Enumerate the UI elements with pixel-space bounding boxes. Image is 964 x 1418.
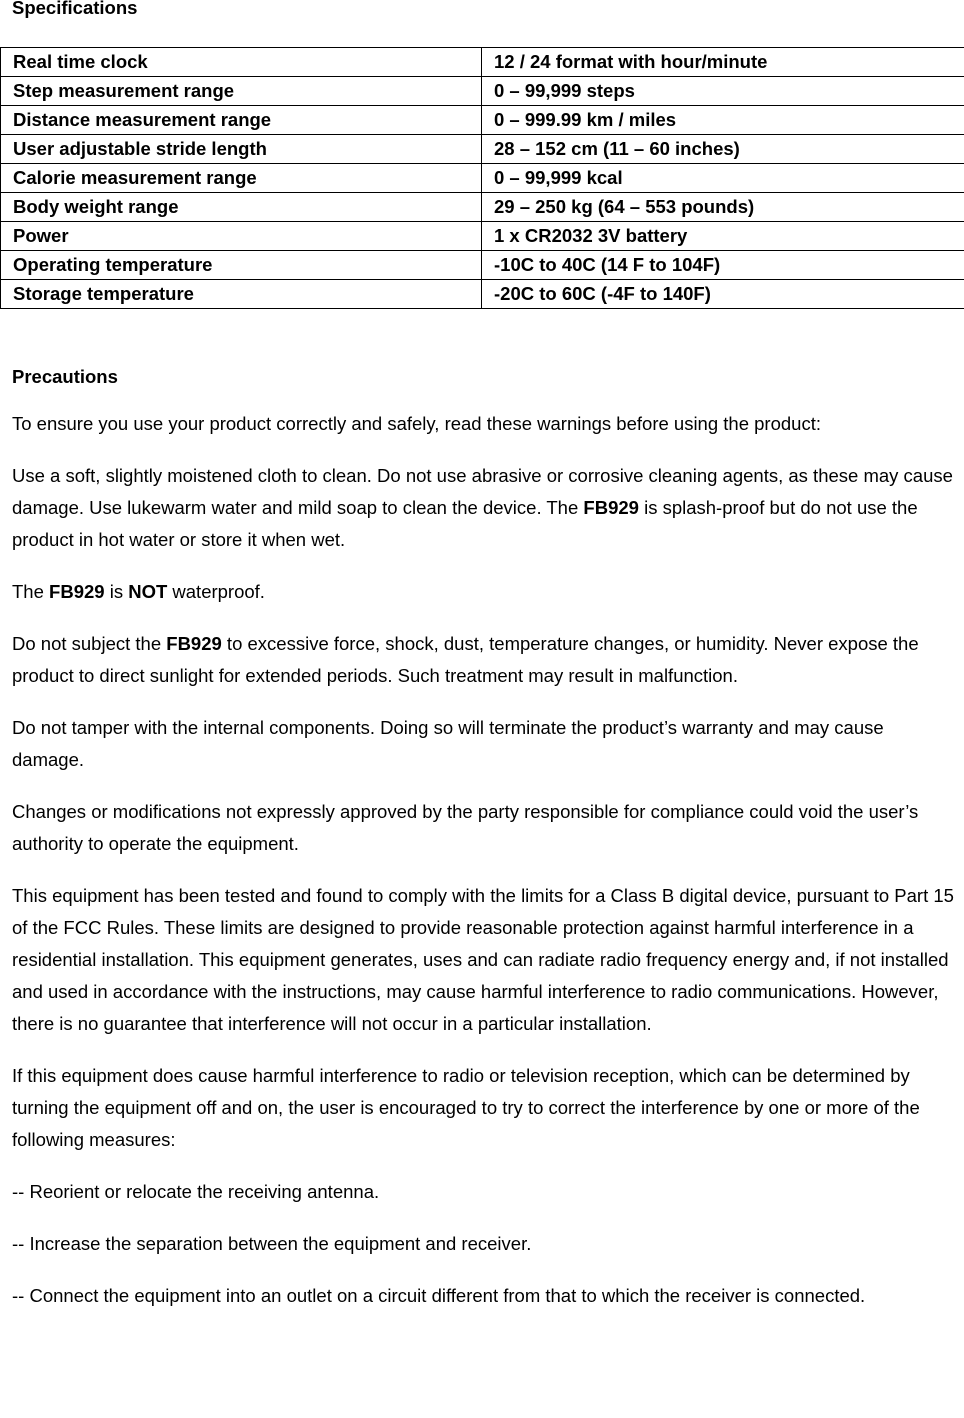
waterproof-paragraph: The FB929 is NOT waterproof. <box>12 581 265 602</box>
spec-label: Step measurement range <box>1 77 482 106</box>
spec-label: Calorie measurement range <box>1 164 482 193</box>
spec-value: 0 – 99,999 kcal <box>482 164 964 193</box>
spec-label: Real time clock <box>1 48 482 77</box>
specifications-heading: Specifications <box>12 0 138 18</box>
emphasis-not: NOT <box>128 581 168 602</box>
spec-value: 1 x CR2032 3V battery <box>482 222 964 251</box>
tamper-paragraph: Do not tamper with the internal components. Doing so will terminate the product’s warranty and may cause damage. <box>12 717 884 770</box>
spec-label: Body weight range <box>1 193 482 222</box>
table-row <box>1 193 964 222</box>
spec-value: -10C to 40C (14 F to 104F) <box>482 251 964 280</box>
table-row <box>1 77 964 106</box>
fcc-paragraph: This equipment has been tested and found to comply with the limits for a Class B digital device, pursuant to Part 15 of the FCC Rules. These limits are designed to provide reasonable protection against harmful interference in a residential installation. This equipment generates, uses and can radiate radio frequency energy and, if not installed and used in accordance with the instructions, may cause harmful interference to radio communications. However, there is no guarantee that interference will not occur in a particular installation. <box>12 885 954 1034</box>
spec-label: Power <box>1 222 482 251</box>
spec-label: Operating temperature <box>1 251 482 280</box>
intro-paragraph: To ensure you use your product correctly and safely, read these warnings before using the product: <box>12 413 821 434</box>
force-paragraph: Do not subject the FB929 to excessive force, shock, dust, temperature changes, or humidity. Never expose the product to direct sunlight for extended periods. Such treatment may result in malfunction. <box>12 633 919 686</box>
measure-item: -- Reorient or relocate the receiving antenna. <box>12 1181 380 1202</box>
model-name: FB929 <box>49 581 105 602</box>
precautions-heading: Precautions <box>12 366 118 387</box>
model-name: FB929 <box>583 497 639 518</box>
table-row <box>1 280 964 309</box>
spec-value: 12 / 24 format with hour/minute <box>482 48 964 77</box>
spec-label: Storage temperature <box>1 280 482 309</box>
table-row <box>1 222 964 251</box>
table-row <box>1 135 964 164</box>
spec-value: 28 – 152 cm (11 – 60 inches) <box>482 135 964 164</box>
specifications-table <box>0 47 964 309</box>
measure-item: -- Increase the separation between the equipment and receiver. <box>12 1233 532 1254</box>
changes-paragraph: Changes or modifications not expressly approved by the party responsible for compliance could void the user’s authority to operate the equipment. <box>12 801 919 854</box>
spec-label: Distance measurement range <box>1 106 482 135</box>
spec-value: -20C to 60C (-4F to 140F) <box>482 280 964 309</box>
table-row <box>1 164 964 193</box>
spec-label: User adjustable stride length <box>1 135 482 164</box>
spec-value: 29 – 250 kg (64 – 553 pounds) <box>482 193 964 222</box>
interference-paragraph: If this equipment does cause harmful interference to radio or television reception, which can be determined by turning the equipment off and on, the user is encouraged to try to correct the interference by one or more of the following measures: <box>12 1065 920 1150</box>
table-row <box>1 48 964 77</box>
table-row <box>1 251 964 280</box>
spec-value: 0 – 99,999 steps <box>482 77 964 106</box>
cleaning-paragraph: Use a soft, slightly moistened cloth to clean. Do not use abrasive or corrosive cleaning agents, as these may cause damage. Use lukewarm water and mild soap to clean the device. The FB929 is splash-proof but do not use the product in hot water or store it when wet. <box>12 465 953 550</box>
model-name: FB929 <box>166 633 222 654</box>
table-row <box>1 106 964 135</box>
precautions-section <box>12 366 958 1332</box>
measure-item: -- Connect the equipment into an outlet on a circuit different from that to which the receiver is connected. <box>12 1285 866 1306</box>
spec-value: 0 – 999.99 km / miles <box>482 106 964 135</box>
